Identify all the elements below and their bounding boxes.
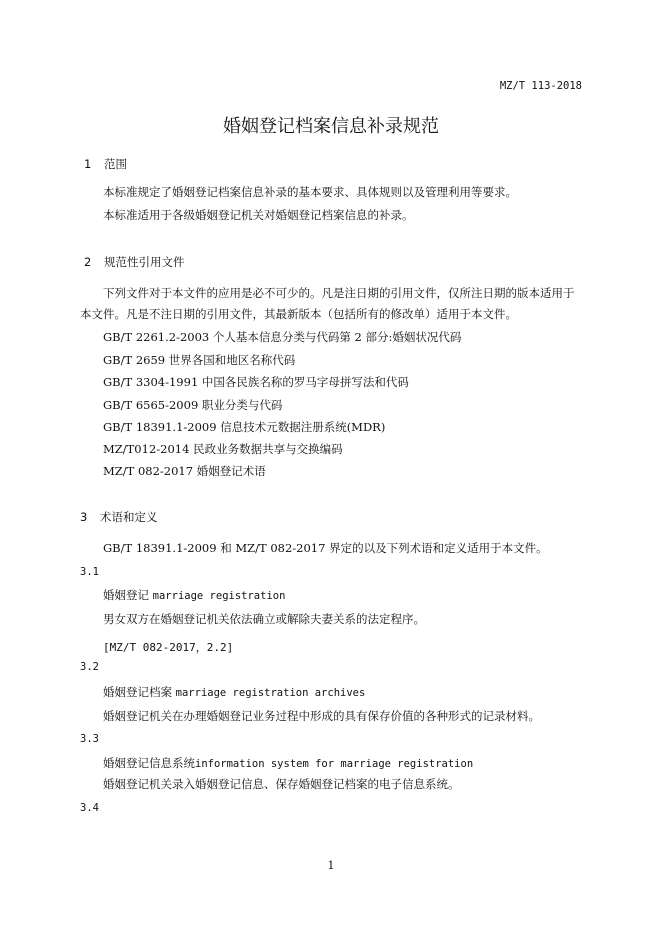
paragraph: 本标准规定了婚姻登记档案信息补录的基本要求、具体规则以及管理利用等要求。 (103, 185, 517, 199)
term-definition: 婚姻登记机关录入婚姻登记信息、保存婚姻登记档案的电子信息系统。 (103, 777, 460, 791)
section-title: 范围 (104, 157, 127, 171)
section-title: 规范性引用文件 (104, 255, 185, 269)
section-number: 2 (84, 255, 92, 269)
section-1-heading (84, 156, 127, 172)
section-2-heading (84, 254, 185, 270)
section-number: 1 (84, 157, 92, 171)
paragraph: 本文件。凡是不注日期的引用文件，其最新版本（包括所有的修改单）适用于本文件。 (80, 307, 517, 321)
paragraph: 下列文件对于本文件的应用是必不可少的。凡是注日期的引用文件，仅所注日期的版本适用于 (103, 286, 575, 300)
term-heading (103, 755, 473, 771)
document-title: 婚姻登记档案信息补录规范 (223, 116, 439, 137)
clause-number: 3.4 (80, 802, 99, 814)
reference-item: GB/T 2261.2-2003 个人基本信息分类与代码第 2 部分:婚姻状况代码 (103, 330, 462, 344)
term-cn: 婚姻登记档案 (103, 685, 172, 699)
term-en: marriage registration archives (175, 687, 366, 699)
paragraph: GB/T 18391.1-2009 和 MZ/T 082-2017 界定的以及下列术语和定义适用于本文件。 (103, 541, 548, 555)
standard-code: MZ/T 113-2018 (499, 80, 582, 92)
section-title: 术语和定义 (100, 510, 158, 524)
clause-number: 3.2 (80, 661, 99, 673)
reference-item: MZ/T012-2014 民政业务数据共享与交换编码 (103, 442, 343, 456)
term-cn: 婚姻登记信息系统 (103, 756, 195, 770)
term-heading (103, 587, 285, 603)
term-en: information system for marriage registration (195, 758, 474, 770)
section-3-heading (80, 509, 158, 525)
section-number: 3 (80, 510, 88, 524)
clause-number: 3.1 (80, 566, 99, 578)
reference-item: GB/T 18391.1-2009 信息技术元数据注册系统(MDR) (103, 420, 386, 434)
reference-item: MZ/T 082-2017 婚姻登记术语 (103, 464, 266, 478)
term-definition: 婚姻登记机关在办理婚姻登记业务过程中形成的具有保存价值的各种形式的记录材料。 (103, 709, 540, 723)
clause-number: 3.3 (80, 733, 99, 745)
term-source: [MZ/T 082-2017，2.2] (103, 641, 234, 654)
term-cn: 婚姻登记 (103, 588, 149, 602)
term-definition: 男女双方在婚姻登记机关依法确立或解除夫妻关系的法定程序。 (103, 612, 425, 626)
reference-item: GB/T 3304-1991 中国各民族名称的罗马字母拼写法和代码 (103, 375, 409, 389)
reference-item: GB/T 2659 世界各国和地区名称代码 (103, 353, 296, 367)
page-number: 1 (327, 859, 335, 872)
term-heading (103, 684, 365, 700)
term-en: marriage registration (152, 590, 286, 602)
paragraph: 本标准适用于各级婚姻登记机关对婚姻登记档案信息的补录。 (103, 208, 414, 222)
reference-item: GB/T 6565-2009 职业分类与代码 (103, 398, 283, 412)
